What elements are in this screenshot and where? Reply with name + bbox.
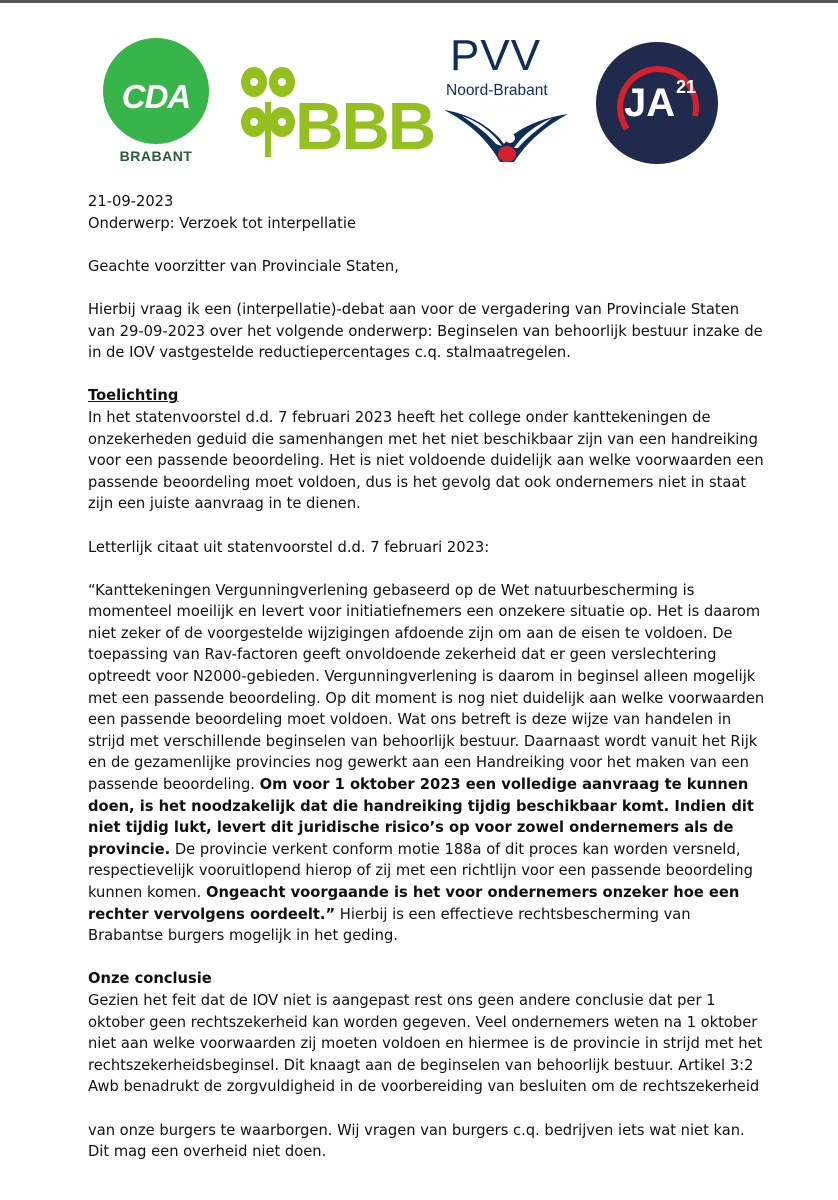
conclusion-body: Gezien het feit dat de IOV niet is aangepast rest ons geen andere conclusie dat per 1 oktober geen rechtszekerheid kan worden gegeven. Veel ondernemers weten na 1 oktober niet aan welke voorwaarden zij moeten voldoen en hiermee is de provincie in strijd met het rechtszekerheidsbeginsel. Dit knaagt aan de beginselen van behoorlijk bestuur. Artikel 3:2 Awb benadrukt de zorgvuldigheid in de voorbereiding van besluiten om de rechtszekerheid xyxy=(88,991,763,1096)
letter-body xyxy=(88,191,768,1163)
pvv-region: Noord-Brabant xyxy=(446,82,548,99)
ja21-wordmark: JA xyxy=(624,81,676,125)
cda-wordmark: CDA xyxy=(121,78,191,115)
ja21-superscript: 21 xyxy=(676,77,697,97)
quote-segment: Hierbij is een effectieve rechtsbescherming van Brabantse burgers mogelijk in het geding. xyxy=(88,905,691,945)
bbb-wordmark: BBB xyxy=(295,89,435,164)
bbb-logo xyxy=(238,62,435,164)
letter-intro: Hierbij vraag ik een (interpellatie)-debat aan voor de vergadering van Provinciale Staten van 29-09-2023 over het volgende onderwerp: Beginselen van behoorlijk bestuur inzake de in de IOV vastgestelde reductiepercentages c.q. stalmaatregelen. xyxy=(88,300,763,362)
toelichting-heading: Toelichting xyxy=(88,387,179,405)
seagull-icon xyxy=(442,100,572,166)
letter-salutation: Geachte voorzitter van Provinciale Staten, xyxy=(88,257,399,275)
quote-paragraph xyxy=(88,580,768,947)
pvv-wordmark: PVV xyxy=(450,31,542,80)
quote-segment: “Kanttekeningen Vergunningverlening gebaseerd op de Wet natuurbescherming is momenteel moeilijk en levert voor initiatiefnemers een onzekere situatie op. Het is daarom niet zeker of de voorgestelde wijzigingen afdoende zijn om aan de eisen te voldoen. De toepassing van Rav-factoren geeft onvoldoende zekerheid dat er geen verslechtering optreedt voor N2000-gebieden. Vergunningverlening is daarom in beginsel alleen mogelijk met een passende beoordeling. Op dit moment is nog niet duidelijk aan welke voorwaarden een passende beoordeling moet voldoen. Wat ons betreft is deze wijze van handelen in strijd met verschillende beginselen van behoorlijk bestuur. Daarnaast wordt vanuit het Rijk en de gezamenlijke provincies nog gewerkt aan een Handreiking voor het maken van een passende beoordeling. xyxy=(88,581,765,794)
letter-subject: Onderwerp: Verzoek tot interpellatie xyxy=(88,214,356,232)
letter-date: 21-09-2023 xyxy=(88,193,174,210)
cda-logo xyxy=(103,38,211,164)
quote-segment-bold: Ongeacht voorgaande is het voor ondernemers onzeker hoe een rechter vervolgens oordeelt.” xyxy=(88,884,740,923)
quote-segment-bold: Om voor 1 oktober 2023 een volledige aanvraag te kunnen doen, is het noodzakelijk dat die handreiking tijdig beschikbaar komt. Indien dit niet tijdig lukt, levert dit juridische risico’s op voor zowel ondernemers als de provincie. xyxy=(88,776,754,858)
cda-region: BRABANT xyxy=(119,148,193,164)
clover-icon xyxy=(238,62,298,162)
party-logos xyxy=(0,0,838,175)
toelichting-body: In het statenvoorstel d.d. 7 februari 2023 heeft het college onder kanttekeningen de onzekerheden geduid die samenhangen met het niet beschikbaar zijn van een handreiking voor een passende beoordeling. Het is niet voldoende duidelijk aan welke voorwaarden een passende beoordeling moet voldoen, dus is het gevolg dat ook ondernemers niet in staat zijn een juiste aanvraag in te dienen. xyxy=(88,408,764,513)
citation-intro: Letterlijk citaat uit statenvoorstel d.d. 7 februari 2023: xyxy=(88,538,490,556)
ja21-logo xyxy=(596,42,720,166)
quote-segment: De provincie verkent conform motie 188a of dit proces kan worden versneld, respectievelijk vooruitlopend hierop of zij met een richtlijn voor een passende beoordeling kunnen komen. xyxy=(88,840,753,901)
final-paragraph: van onze burgers te waarborgen. Wij vragen van burgers c.q. bedrijven iets wat niet kan. Dit mag een overheid niet doen. xyxy=(88,1121,745,1161)
conclusion-heading: Onze conclusie xyxy=(88,970,212,988)
pvv-logo xyxy=(442,30,572,166)
